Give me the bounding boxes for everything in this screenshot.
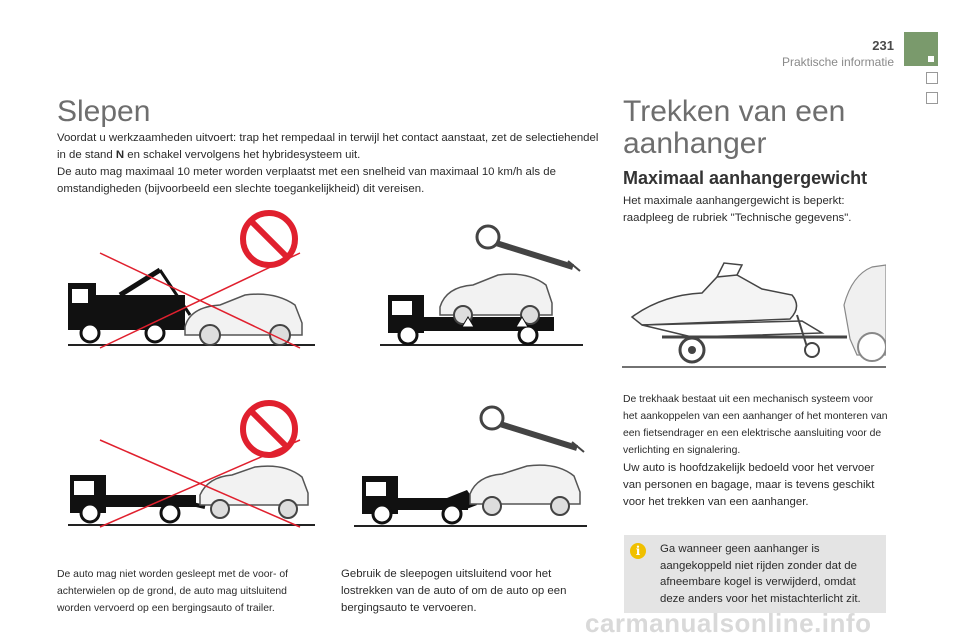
trailer-title: Trekken van een aanhanger	[623, 95, 846, 160]
tow-allowed-illustration-1	[378, 215, 588, 355]
page-number: 231	[872, 38, 894, 53]
section-tab-outline	[926, 92, 938, 104]
info-icon	[630, 543, 646, 559]
info-text: Ga wanneer geen aanhanger is aangekoppeld niet rijden zonder dat de afneembare kogel is verwijderd, omdat deze anders voor het mistachterlicht zit.	[660, 543, 861, 605]
tow-eye-icon	[481, 407, 584, 452]
info-box	[624, 535, 886, 613]
section-tab-outline	[926, 72, 938, 84]
section-tab	[904, 32, 938, 66]
tow-prohibited-illustration-1	[60, 205, 320, 355]
prohibited-icon	[243, 403, 295, 455]
hitch-description: De trekhaak bestaat uit een mechanisch systeem voor het aankoppelen van een aanhanger of het monteren van een fietsendrager en een elektrische aansluiting voor de verlichting en signalering.	[623, 394, 888, 456]
caption-prohibited: De auto mag niet worden gesleept met de voor- of achterwielen op de grond, de auto mag uitsluitend worden vervoerd op een bergingsauto of trailer.	[57, 569, 289, 614]
trailer-weight-text: Het maximale aanhangergewicht is beperkt: raadpleeg de rubriek "Technische gegevens".	[623, 195, 852, 224]
trailer-weight-subtitle: Maximaal aanhangergewicht	[623, 168, 868, 188]
prohibited-icon	[243, 213, 295, 265]
section-title: Praktische informatie	[781, 55, 894, 69]
caption-tow-eye: Gebruik de sleepogen uitsluitend voor het lostrekken van de auto of om de auto op een bergingsauto te vervoeren.	[341, 568, 567, 614]
towing-title: Slepen	[57, 95, 151, 128]
towing-intro: Voordat u werkzaamheden uitvoert: trap het rempedaal in terwijl het contact aanstaat, zet de selectiehendel in de stand N en schakel vervolgens het hybridesysteem uit. De auto mag maximaal 10 meter worden verplaatst met een snelheid van maximaal 10 km/h als de omstandigheden (bijvoorbeeld een slechte toegankelijkheid) dit vereisen.	[57, 132, 599, 195]
trailer-usage-text: Uw auto is hoofdzakelijk bedoeld voor het vervoer van personen en bagage, maar is tevens geschikt voor het trekken van een aanhanger.	[623, 462, 875, 508]
trailer-illustration	[622, 255, 886, 373]
tow-prohibited-illustration-2	[60, 395, 320, 535]
tow-allowed-illustration-2	[352, 400, 592, 535]
tow-eye-icon	[477, 226, 580, 271]
watermark: carmanualsonline.info	[585, 608, 872, 638]
